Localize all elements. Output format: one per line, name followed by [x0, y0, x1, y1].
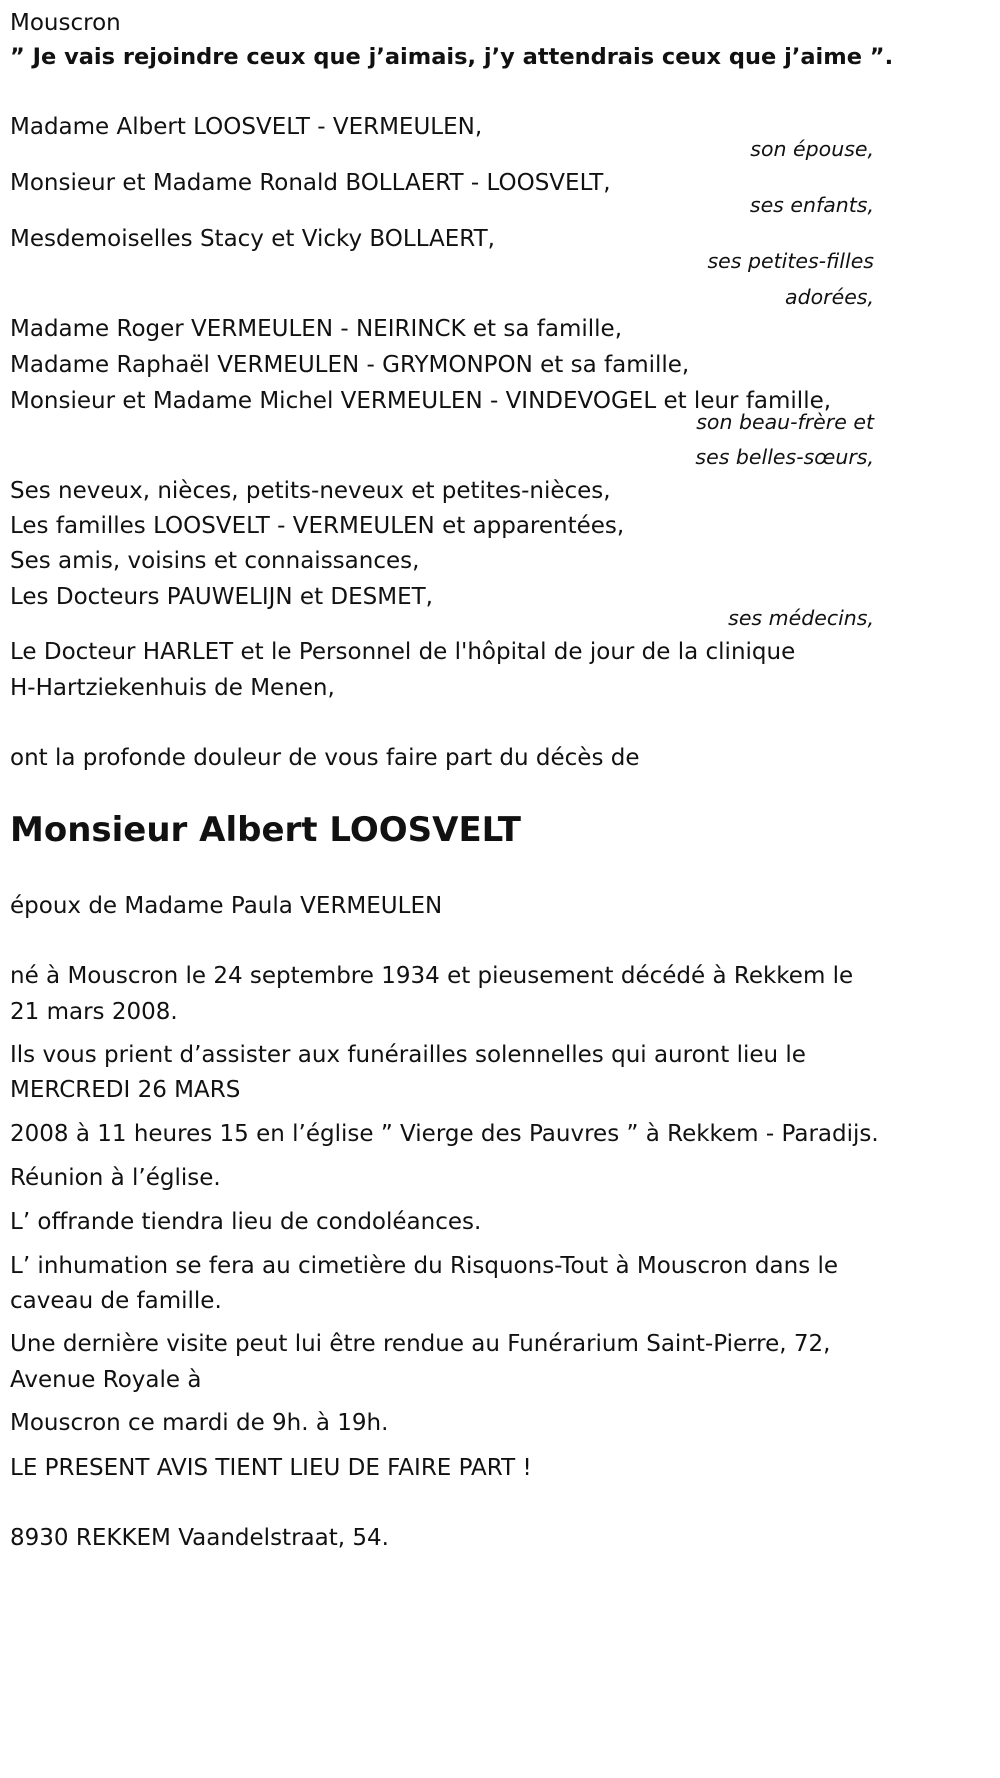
sibling-line: Monsieur et Madame Michel VERMEULEN - VINDEVOGEL et leur famille, — [10, 388, 832, 414]
epigraph-quote: ” Je vais rejoindre ceux que j’aimais, j’y attendrais ceux que j’aime ”. — [10, 44, 894, 70]
relation-granddaughters-2: adorées, — [785, 285, 874, 309]
mourner-spouse: Madame Albert LOOSVELT - VERMEULEN, — [10, 114, 483, 140]
deceased-name: Monsieur Albert LOOSVELT — [10, 810, 521, 850]
sibling-line: Madame Roger VERMEULEN - NEIRINCK et sa famille, — [10, 316, 623, 342]
other-mourner-line: Les familles LOOSVELT - VERMEULEN et apparentées, — [10, 513, 625, 539]
sibling-line: Madame Raphaël VERMEULEN - GRYMONPON et sa famille, — [10, 352, 690, 378]
meeting-line: Réunion à l’église. — [10, 1165, 221, 1191]
relation-granddaughters-1: ses petites-filles — [707, 249, 874, 273]
mourner-children: Monsieur et Madame Ronald BOLLAERT - LOOSVELT, — [10, 170, 611, 196]
birth-death-line-2: 21 mars 2008. — [10, 999, 178, 1025]
hospital-line-2: H-Hartziekenhuis de Menen, — [10, 675, 335, 701]
relation-children: ses enfants, — [749, 193, 874, 217]
spouse-line: époux de Madame Paula VERMEULEN — [10, 893, 443, 919]
address-line: 8930 REKKEM Vaandelstraat, 54. — [10, 1525, 389, 1551]
funeral-line-1: Ils vous prient d’assister aux funérailles solennelles qui auront lieu le — [10, 1042, 806, 1068]
visit-line-3: Mouscron ce mardi de 9h. à 19h. — [10, 1410, 389, 1436]
present-notice-line: LE PRESENT AVIS TIENT LIEU DE FAIRE PART ! — [10, 1455, 532, 1481]
funeral-line-3: 2008 à 11 heures 15 en l’église ” Vierge des Pauvres ” à Rekkem - Paradijs. — [10, 1121, 879, 1147]
visit-line-1: Une dernière visite peut lui être rendue au Funérarium Saint-Pierre, 72, — [10, 1331, 831, 1357]
offering-line: L’ offrande tiendra lieu de condoléances. — [10, 1209, 482, 1235]
relation-spouse: son épouse, — [750, 137, 874, 161]
mourner-granddaughters: Mesdemoiselles Stacy et Vicky BOLLAERT, — [10, 226, 495, 252]
other-mourner-line: Les Docteurs PAUWELIJN et DESMET, — [10, 584, 433, 610]
visit-line-2: Avenue Royale à — [10, 1367, 202, 1393]
hospital-line-1: Le Docteur HARLET et le Personnel de l'hôpital de jour de la clinique — [10, 639, 796, 665]
city-header: Mouscron — [10, 10, 121, 36]
other-mourner-line: Ses amis, voisins et connaissances, — [10, 548, 420, 574]
relation-siblings-1: son beau-frère et — [696, 410, 874, 434]
burial-line-2: caveau de famille. — [10, 1288, 222, 1314]
birth-death-line-1: né à Mouscron le 24 septembre 1934 et pieusement décédé à Rekkem le — [10, 963, 854, 989]
funeral-line-2: MERCREDI 26 MARS — [10, 1077, 241, 1103]
burial-line-1: L’ inhumation se fera au cimetière du Risquons-Tout à Mouscron dans le — [10, 1253, 839, 1279]
relation-siblings-2: ses belles-sœurs, — [695, 445, 874, 469]
other-mourner-line: Ses neveux, nièces, petits-neveux et petites-nièces, — [10, 478, 611, 504]
announcement-line: ont la profonde douleur de vous faire part du décès de — [10, 745, 640, 771]
relation-doctors: ses médecins, — [728, 606, 874, 630]
